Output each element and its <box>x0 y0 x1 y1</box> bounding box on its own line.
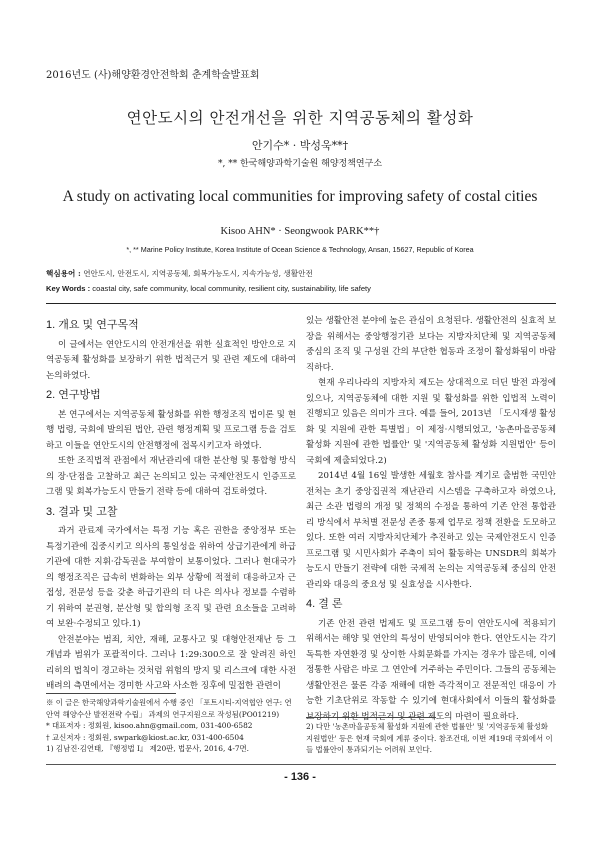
section-1-heading: 1. 개요 및 연구목적 <box>46 319 139 331</box>
authors-korean: 안기수* · 박성욱**† <box>251 139 349 152</box>
title-korean: 연안도시의 안전개선을 위한 지역공동체의 활성화 <box>126 109 474 127</box>
keywords-english <box>46 284 371 293</box>
right-paragraph-2: 현재 우리나라의 지방자치 제도는 상대적으로 더딘 발전 과정에 있으나, 지역공동체에 대한 지원 및 활성화를 위한 입법적 노력이 진행되고 있음은 의미가 크다. 예를 들어, 2013년 「도시재생 활성화 및 지원에 관한 특별법」이 제정·시행되었고, '농촌마을공동체 활성화 지원에 관한 법률안' 및 '지역공동체 활성화 지원법안' 등이 국회에 제출되었다.2) <box>306 378 556 466</box>
section-2-paragraph-1: 본 연구에서는 지역공동체 활성화를 위한 행정조직 법이론 및 현행 법령, 국회에 발의된 법안, 관련 행정계획 및 프로그램 등을 검토하고 이들을 연안도시의 안전행정에 접목시키고자 하였다. <box>46 409 296 451</box>
funding-note: ※ 이 글은 한국해양과학기술원에서 수행 중인 「포트시티-지역협안 연구: 연안역 해양수산 발전전략 수립」 과제의 연구지원으로 작성됨(PO01219) <box>46 698 292 719</box>
conference-header: 2016년도 (사)해양환경안전학회 춘계학술발표회 <box>46 70 260 81</box>
section-3-paragraph-2: 안전분야는 범죄, 치안, 재해, 교통사고 및 대형안전재난 등 그 개념과 범위가 포괄적이다. 그러나 1:29:300으로 잘 알려진 하인리히의 법칙이 경고하는 것처럼 위험의 방지 및 리스크에 대한 사전배려의 측면에서는 경미한 사고와 사소한 징후에 밀접한 관련이 <box>46 634 296 691</box>
footnote-2: 2) 다만 '농촌마을공동체 활성화 지원에 관한 법률안' 및 '지역공동체 활성화 지원법안' 등은 현재 국회에 계류 중이다. 참조건대, 이번 제19대 국회에서 이들 법률안이 통과되기는 어려워 보인다. <box>306 722 553 754</box>
section-2-heading: 2. 연구방법 <box>46 389 101 401</box>
keywords-korean-text: 연안도시, 안전도시, 지역공동체, 회복가능도시, 지속가능성, 생활안전 <box>83 269 313 278</box>
affiliation-english: *, ** Marine Policy Institute, Korea Institute of Ocean Science & Technology, Ansan, 15627, Republic of Korea <box>126 245 474 254</box>
representative-author-note: * 대표저자 : 정회원, kisoo.ahn@gmail.com, 031-400-6582 <box>46 721 253 730</box>
authors-english: Kisoo AHN* · Seongwook PARK**† <box>220 226 380 237</box>
section-4-paragraph: 기존 안전 관련 법제도 및 프로그램 등이 연안도시에 적용되기 위해서는 해양 및 연안의 특성이 반영되어야 한다. 연안도시는 각기 독특한 자연환경 및 상이한 사회문화를 가지는 경우가 많은데, 이에 정통한 사람은 바로 그 연안에 거주하는 주민이다. 그들의 공동체는 생활안전은 물론 각종 재해에 대한 즉각적이고 전문적인 대응이 가능한 기초단위로 작동할 수 있기에 현대사회에서 이들의 활성화를 보장하기 위한 법적근거 및 관련 제도의 마련이 필요하다. <box>306 618 556 722</box>
section-2-paragraph-2: 또한 조직법적 관점에서 재난관리에 대한 분산형 및 통합형 방식의 장·단점을 고찰하고 최근 논의되고 있는 국제안전도시 인증프로그램 및 회복가능도시 만들기 전략 등에 대하여 검토하였다. <box>46 456 296 497</box>
keywords-english-label: Key Words : <box>46 284 91 293</box>
keywords-korean-label: 핵심용어 : <box>46 269 81 278</box>
right-footnote-divider <box>306 717 436 718</box>
right-paragraph-1: 있는 생활안전 분야에 높은 관심이 요청된다. 생활안전의 실효적 보장을 위해서는 중앙행정기관 보다는 지방자치단체 및 지역공동체 중심의 조직 및 구성원 간의 부단한 협동과 조정이 활성화됨이 바람직하다. <box>306 316 556 373</box>
page-number: - 136 - <box>284 771 316 783</box>
left-footnote-divider <box>46 693 176 694</box>
right-column <box>306 314 556 725</box>
right-footnotes <box>306 721 556 756</box>
left-column <box>46 314 296 695</box>
section-1-paragraph: 이 글에서는 연안도시의 안전개선을 위한 실효적인 방안으로 지역공동체 활성화를 보장하기 위한 법적근거 및 관련 제도에 대하여 논의하였다. <box>46 339 296 381</box>
section-4-heading: 4. 결 론 <box>306 598 343 610</box>
corresponding-author-note: † 교신저자 : 정회원, swpark@kiost.ac.kr, 031-400-6504 <box>46 732 244 742</box>
footer-divider <box>46 764 556 765</box>
header-divider <box>46 303 556 304</box>
affiliation-korean: *, ** 한국해양과학기술원 해양정책연구소 <box>217 159 383 169</box>
left-footnotes <box>46 697 296 755</box>
keywords-english-text: coastal city, safe community, local community, resilient city, sustainability, life safety <box>92 284 371 293</box>
section-3-paragraph-1: 과거 관료제 국가에서는 특정 기능 혹은 권한을 중앙정부 또는 특정기관에 집중시키고 의사의 통일성을 위하여 상급기관에게 하급기관에 대한 지휘·감독권을 부여함이 보통이었다. 그러나 현대국가의 행정조직은 급속히 변화하는 외부 상황에 적절히 대응하고자 근접성, 전문성 등을 갖춘 하급기관의 더 나은 의사나 정보를 수렴하기 위하여 분권형, 분산형 및 합의형 조직 및 관련 요소들을 고려하여 보완·수정되고 있다.1) <box>46 526 296 629</box>
right-paragraph-3: 2014년 4월 16일 발생한 세월호 참사를 계기로 출범한 국민안전처는 초기 중앙집권적 재난관리 시스템을 구축하고자 하였으나, 최근 소관 법령의 개정 및 정책의 수정을 통하여 기존 안전 통합관리 방식에서 부처별 전문성 존중 통제 업무로 정책 전환을 도모하고 있다. 또한 여러 지방자치단체가 추진하고 있는 국제안전도시 인증 프로그램 및 시민사회가 주축이 되어 활동하는 UNSDR의 회복가능도시 만들기 전략에 대한 국제적 논의는 지역공동체 중심의 안전 관리와 대응의 중요성 및 실효성을 시사한다. <box>306 471 556 590</box>
section-3-heading: 3. 결과 및 고찰 <box>46 505 118 518</box>
keywords-korean <box>46 268 313 279</box>
footnote-1: 1) 김남진·김연태, 『행정법 I』 제20판, 법문사, 2016, 4-7면. <box>46 744 250 753</box>
title-english: A study on activating local communities for improving safety of costal cities <box>62 188 538 205</box>
